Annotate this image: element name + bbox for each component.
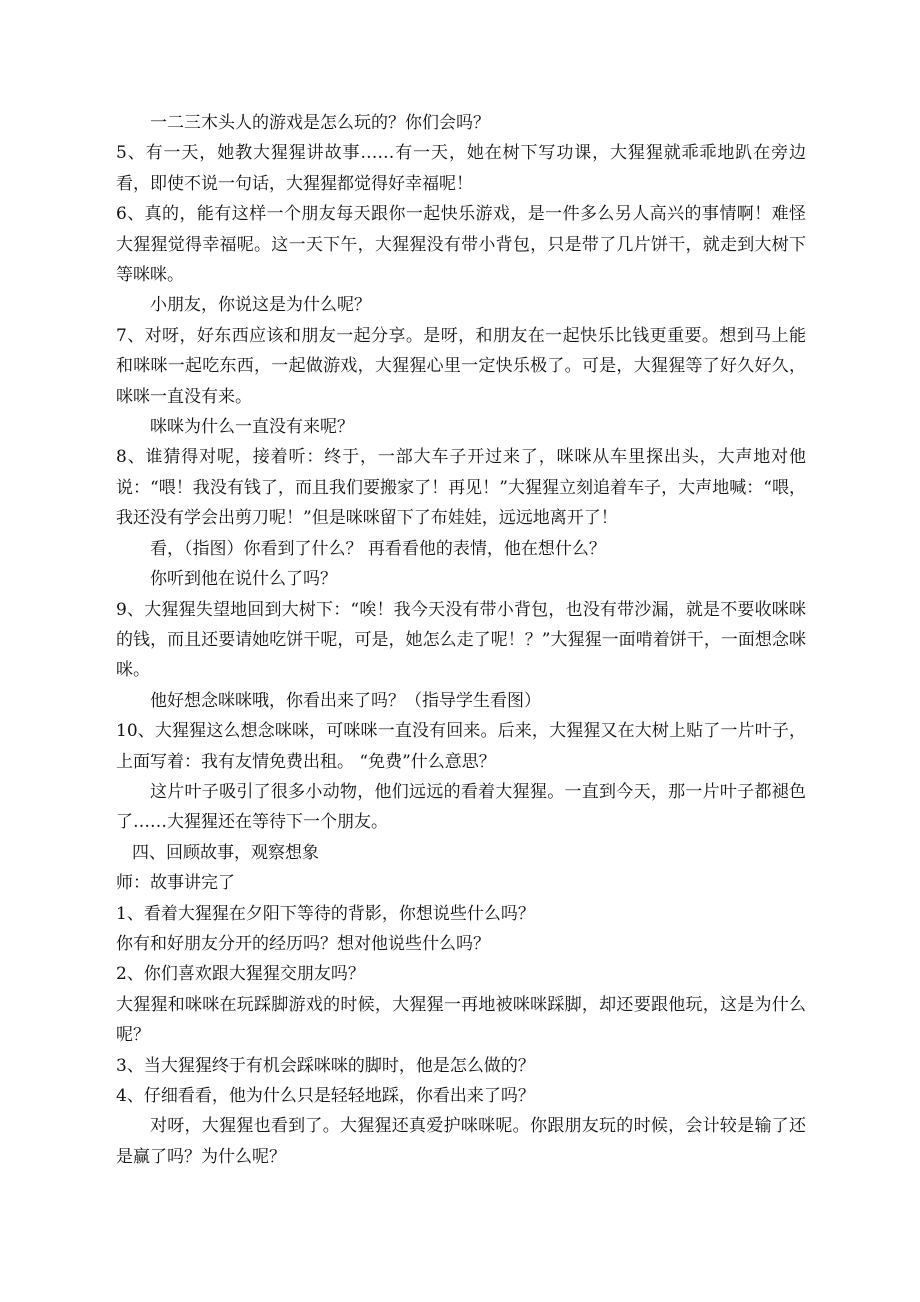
paragraph-q2: 2、你们喜欢跟大猩猩交朋友吗？ bbox=[116, 964, 365, 985]
paragraph-question-why: 小朋友，你说这是为什么呢？ bbox=[150, 295, 371, 316]
paragraph-7: 7、对呀，好东西应该和朋友一起分享。是呀，和朋友在一起快乐比钱更重要。想到马上能和咪咪一起吃东西，一起做游戏，大猩猩心里一定快乐极了。可是，大猩猩等了好久好久，咪咪一直没有来。 bbox=[116, 325, 806, 407]
paragraph-10: 10、大猩猩这么想念咪咪，可咪咪一直没有回来。后来，大猩猩又在大树上贴了一片叶子，上面写着：我有友情免费出租。 “免费”什么意思？ bbox=[116, 721, 806, 772]
paragraph-5: 5、有一天，她教大猩猩讲故事……有一天，她在树下写功课，大猩猩就乖乖地趴在旁边看，即使不说一句话，大猩猩都觉得好幸福呢！ bbox=[116, 143, 806, 194]
paragraph-q2-followup: 大猩猩和咪咪在玩踩脚游戏的时候，大猩猩一再地被咪咪踩脚，却还要跟他玩，这是为什么呢？ bbox=[116, 994, 806, 1046]
document-body bbox=[116, 108, 806, 1172]
paragraph-question-game: 一二三木头人的游戏是怎么玩的？你们会吗？ bbox=[150, 113, 490, 133]
paragraph-hear: 你听到他在说什么了吗？ bbox=[150, 569, 337, 590]
paragraph-q1-followup: 你有和好朋友分开的经历吗？想对他说些什么吗？ bbox=[116, 933, 490, 954]
paragraph-question-not-come: 咪咪为什么一直没有来呢？ bbox=[150, 417, 354, 438]
paragraph-q4: 4、仔细看看，他为什么只是轻轻地踩，你看出来了吗？ bbox=[116, 1086, 535, 1106]
paragraph-look-picture: 看，（指图）你看到了什么？ 再看看他的表情，他在想什么？ bbox=[150, 538, 606, 559]
section-heading-review: 四、回顾故事，观察想象 bbox=[132, 842, 319, 863]
paragraph-9: 9、大猩猩失望地回到大树下：“唉！我今天没有带小背包，也没有带沙漏，就是不要收咪咪的钱，而且还要请她吃饼干呢，可是，她怎么走了呢！？”大猩猩一面啃着饼干，一面想念咪咪。 bbox=[116, 599, 806, 681]
paragraph-miss: 他好想念咪咪哦，你看出来了吗？（指导学生看图） bbox=[150, 690, 541, 711]
paragraph-teacher: 师：故事讲完了 bbox=[116, 873, 235, 894]
paragraph-leaf: 这片叶子吸引了很多小动物，他们远远的看着大猩猩。一直到今天，那一片叶子都褪色了……大猩猩还在等待下一个朋友。 bbox=[116, 781, 806, 833]
paragraph-6: 6、真的，能有这样一个朋友每天跟你一起快乐游戏，是一件多么另人高兴的事情啊！难怪大猩猩觉得幸福呢。这一天下午，大猩猩没有带小背包，只是带了几片饼干，就走到大树下等咪咪。 bbox=[116, 204, 806, 286]
paragraph-closing: 对呀，大猩猩也看到了。大猩猩还真爱护咪咪呢。你跟朋友玩的时候，会计较是输了还是赢了吗？为什么呢？ bbox=[116, 1116, 806, 1167]
paragraph-q1: 1、看着大猩猩在夕阳下等待的背影，你想说些什么吗？ bbox=[116, 903, 535, 924]
paragraph-q3: 3、当大猩猩终于有机会踩咪咪的脚时，他是怎么做的？ bbox=[116, 1055, 535, 1076]
paragraph-8: 8、谁猜得对呢，接着听：终于，一部大车子开过来了，咪咪从车里探出头，大声地对他说：“喂！我没有钱了，而且我们要搬家了！再见！”大猩猩立刻追着车子，大声地喊：“喂，我还没有学会出剪刀呢！”但是咪咪留下了布娃娃，远远地离开了！ bbox=[116, 447, 806, 529]
